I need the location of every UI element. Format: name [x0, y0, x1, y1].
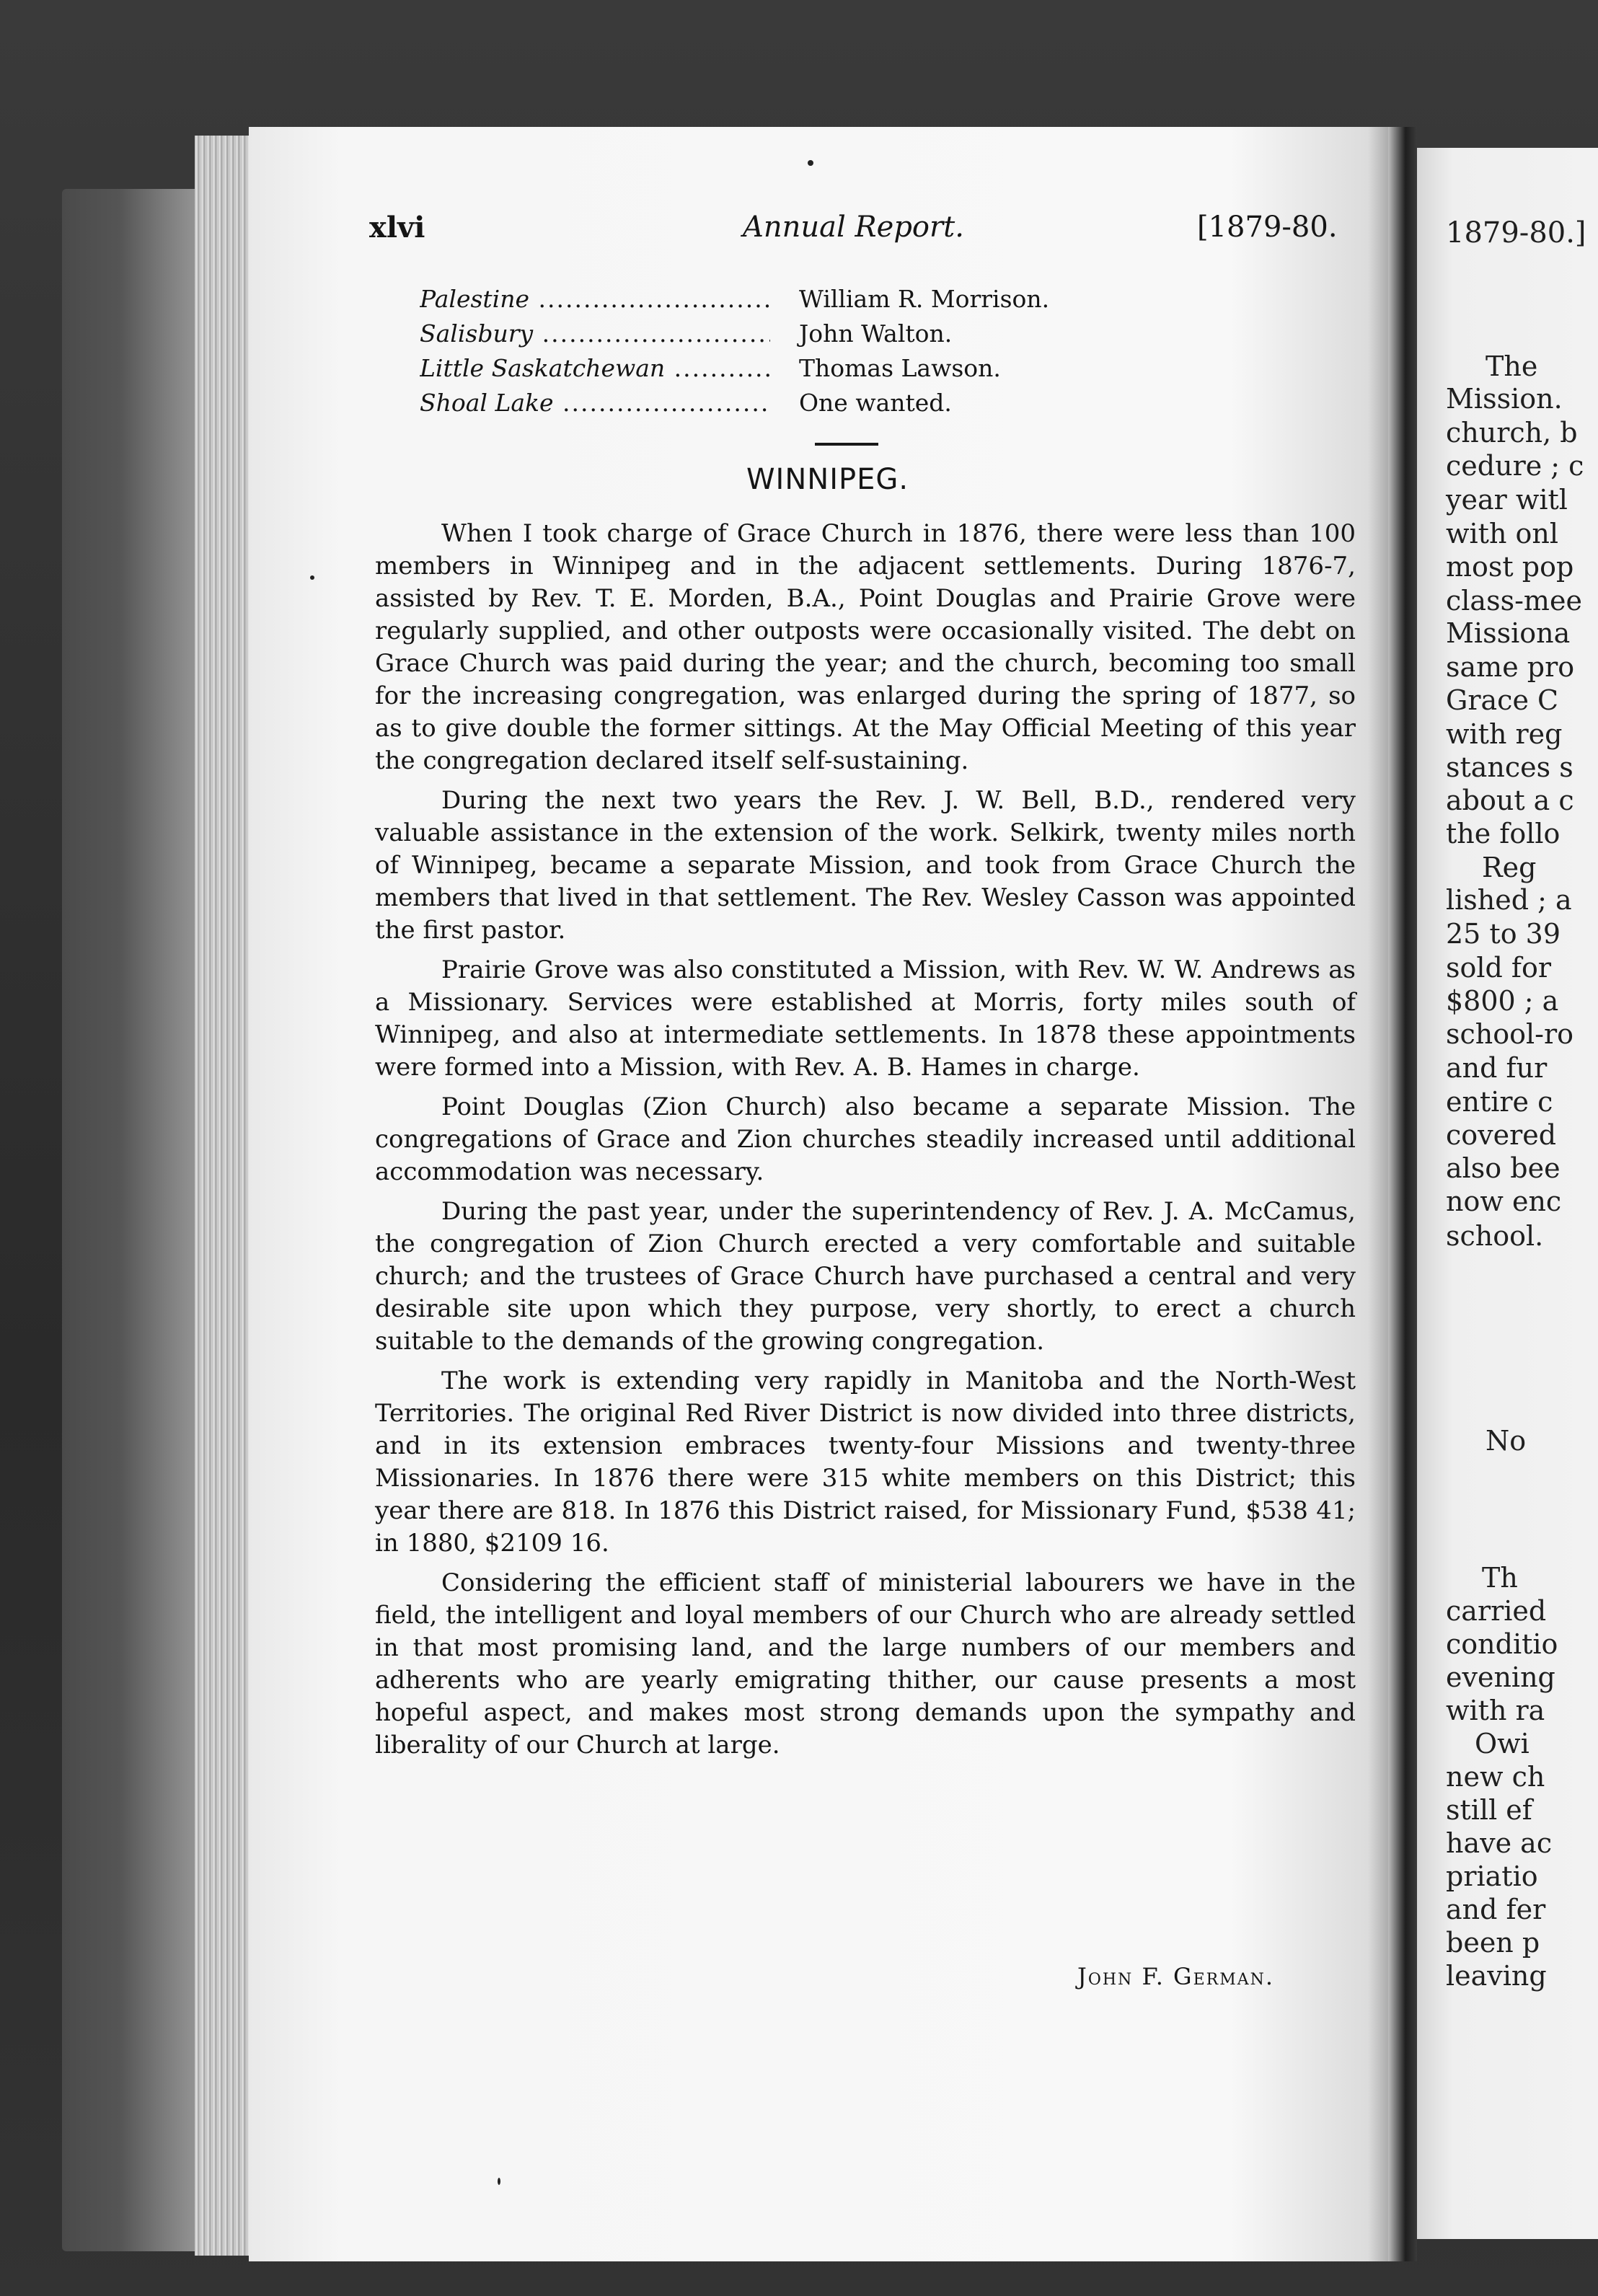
- facing-page-fragment: year witl: [1446, 484, 1568, 516]
- appointment-row: [420, 354, 1141, 389]
- facing-page-fragment: 25 to 39: [1446, 918, 1561, 950]
- page-number: xlvi: [369, 211, 425, 244]
- facing-page-fragment: about a c: [1446, 785, 1574, 816]
- signature: John F. German.: [1077, 1963, 1275, 1990]
- facing-page-fragment: priatio: [1446, 1860, 1538, 1892]
- appointment-row: [420, 389, 1141, 423]
- facing-page-fragment: with reg: [1446, 718, 1563, 750]
- appointment-name: John Walton.: [799, 319, 953, 348]
- facing-page-fragment: same pro: [1446, 651, 1575, 683]
- facing-page-fragment: cedure ; c: [1446, 450, 1584, 482]
- appointment-place: Little Saskatchewan .....: [420, 354, 770, 382]
- facing-page-fragment: most pop: [1446, 551, 1574, 583]
- year-range: [1879-80.: [1197, 211, 1338, 244]
- facing-page-fragment: $800 ; a: [1446, 985, 1559, 1017]
- appointment-name: Thomas Lawson.: [799, 354, 1001, 382]
- facing-page-fragment: The: [1486, 350, 1538, 382]
- facing-page-fragment: Mission.: [1446, 383, 1563, 415]
- appointment-name: One wanted.: [799, 389, 952, 417]
- facing-page-fragment: class-mee: [1446, 585, 1582, 617]
- paragraph: Point Douglas (Zion Church) also became a separate Mission. The congregations of Grace and Zion churches steadily increased until additional accommodation was necessary.: [375, 1092, 1356, 1186]
- scan-speck: [310, 575, 314, 580]
- book-gutter: [1388, 127, 1417, 2261]
- facing-page-fragment: Th: [1482, 1562, 1518, 1594]
- facing-page-fragment: and fer: [1446, 1894, 1546, 1925]
- facing-page-fragment: have ac: [1446, 1827, 1553, 1859]
- paragraph: When I took charge of Grace Church in 1876, there were less than 100 members in Winnipeg and in the adjacent settlements. During 1876-7, assisted by Rev. T. E. Morden, B.A., Point Douglas and Prairie Grove were regularly supplied, and other outposts were occasionally visited. The debt on Grace Church was paid during the year; and the church, becoming too small for the increasing congregation, was enlarged during the spring of 1877, so as to give double the former sittings. At the May Official Meeting of this year the congregation declared itself self-sustaining.: [375, 519, 1356, 775]
- facing-page-fragment: the follo: [1446, 818, 1561, 849]
- section-title: WINNIPEG.: [746, 463, 909, 496]
- book-spine-edge: [62, 189, 206, 2251]
- paragraph: During the next two years the Rev. J. W. Bell, B.D., rendered very valuable assistance in the extension of the work. Selkirk, twenty miles north of Winnipeg, became a separate Mission, and took from Grace Church the members that lived in that settlement. The Rev. Wesley Casson was appointed the first pastor.: [375, 786, 1356, 945]
- facing-page-fragment: sold for: [1446, 952, 1552, 984]
- article-body: [375, 518, 1356, 1769]
- facing-page-fragment: school-ro: [1446, 1018, 1574, 1050]
- facing-page-fragment: Owi: [1475, 1728, 1529, 1759]
- facing-page-fragment: church, b: [1446, 417, 1578, 449]
- appointment-row: [420, 319, 1141, 354]
- paragraph: During the past year, under the superintendency of Rev. J. A. McCamus, the congregation of Zion Church erected a very comfortable and suitable church; and the trustees of Grace Church have purchased a central and very desirable site upon which they purpose, very shortly, to erect a church suitable to the demands of the growing congregation.: [375, 1197, 1356, 1356]
- facing-page-fragment: lished ; a: [1446, 884, 1572, 916]
- facing-page-fragment: now enc: [1446, 1185, 1562, 1217]
- facing-page-fragment: been p: [1446, 1927, 1540, 1959]
- facing-page: [1417, 148, 1598, 2239]
- facing-page-fragment: Reg: [1482, 852, 1537, 883]
- paragraph: Prairie Grove was also constituted a Mission, with Rev. W. W. Andrews as a Missionary. Services were established at Morris, forty miles south of Winnipeg, and also at intermediate settlements. In 1878 these appointments were formed into a Mission, with Rev. A. B. Hames in charge.: [375, 955, 1356, 1082]
- facing-page-fragment: stances s: [1446, 751, 1573, 783]
- appointment-name: William R. Morrison.: [799, 285, 1050, 313]
- appointment-place: Salisbury .....: [420, 319, 770, 348]
- facing-page-fragment: evening: [1446, 1661, 1555, 1693]
- section-divider-rule: [815, 443, 878, 446]
- facing-page-fragment: Grace C: [1446, 684, 1559, 716]
- facing-page-fragment: Missiona: [1446, 617, 1571, 649]
- paragraph: Considering the efficient staff of ministerial labourers we have in the field, the intelligent and loyal members of our Church who are already settled in that most promising land, and the large numbers of our members and adherents who are yearly emigrating thither, our cause presents a most hopeful aspect, and makes most strong demands upon the sympathy and liberality of our Church at large.: [375, 1568, 1356, 1759]
- running-head: Annual Report.: [743, 211, 964, 244]
- facing-page-fragment: school.: [1446, 1220, 1544, 1252]
- scan-speck: [498, 2178, 500, 2185]
- facing-page-fragment: conditio: [1446, 1628, 1558, 1660]
- facing-page-fragment: with ra: [1446, 1695, 1545, 1726]
- page-stack-edge: [195, 136, 252, 2256]
- facing-page-fragment: covered: [1446, 1119, 1557, 1151]
- facing-page-fragment: and fur: [1446, 1052, 1548, 1084]
- facing-page-fragment: carried: [1446, 1595, 1547, 1627]
- appointment-row: [420, 285, 1141, 319]
- facing-page-fragment: leaving: [1446, 1960, 1547, 1992]
- paragraph: The work is extending very rapidly in Manitoba and the North-West Territories. The original Red River District is now divided into three districts, and in its extension embraces twenty-four Missions and twenty-three Missionaries. In 1876 there were 315 white members on this District; this year there are 818. In 1876 this District raised, for Missionary Fund, $538 41; in 1880, $2109 16.: [375, 1366, 1356, 1558]
- appointment-place: Shoal Lake .....: [420, 389, 770, 417]
- facing-page-fragment: entire c: [1446, 1086, 1553, 1118]
- appointment-place: Palestine .....: [420, 285, 770, 313]
- scan-speck: [808, 160, 813, 166]
- appointments-list: [420, 285, 1141, 423]
- facing-page-fragment: with onl: [1446, 518, 1559, 549]
- facing-page-fragment: No: [1486, 1425, 1527, 1457]
- facing-page-fragment: still ef: [1446, 1794, 1532, 1826]
- facing-page-fragment: also bee: [1446, 1152, 1561, 1184]
- facing-page-header: 1879-80.]: [1446, 216, 1586, 250]
- facing-page-fragment: new ch: [1446, 1761, 1545, 1793]
